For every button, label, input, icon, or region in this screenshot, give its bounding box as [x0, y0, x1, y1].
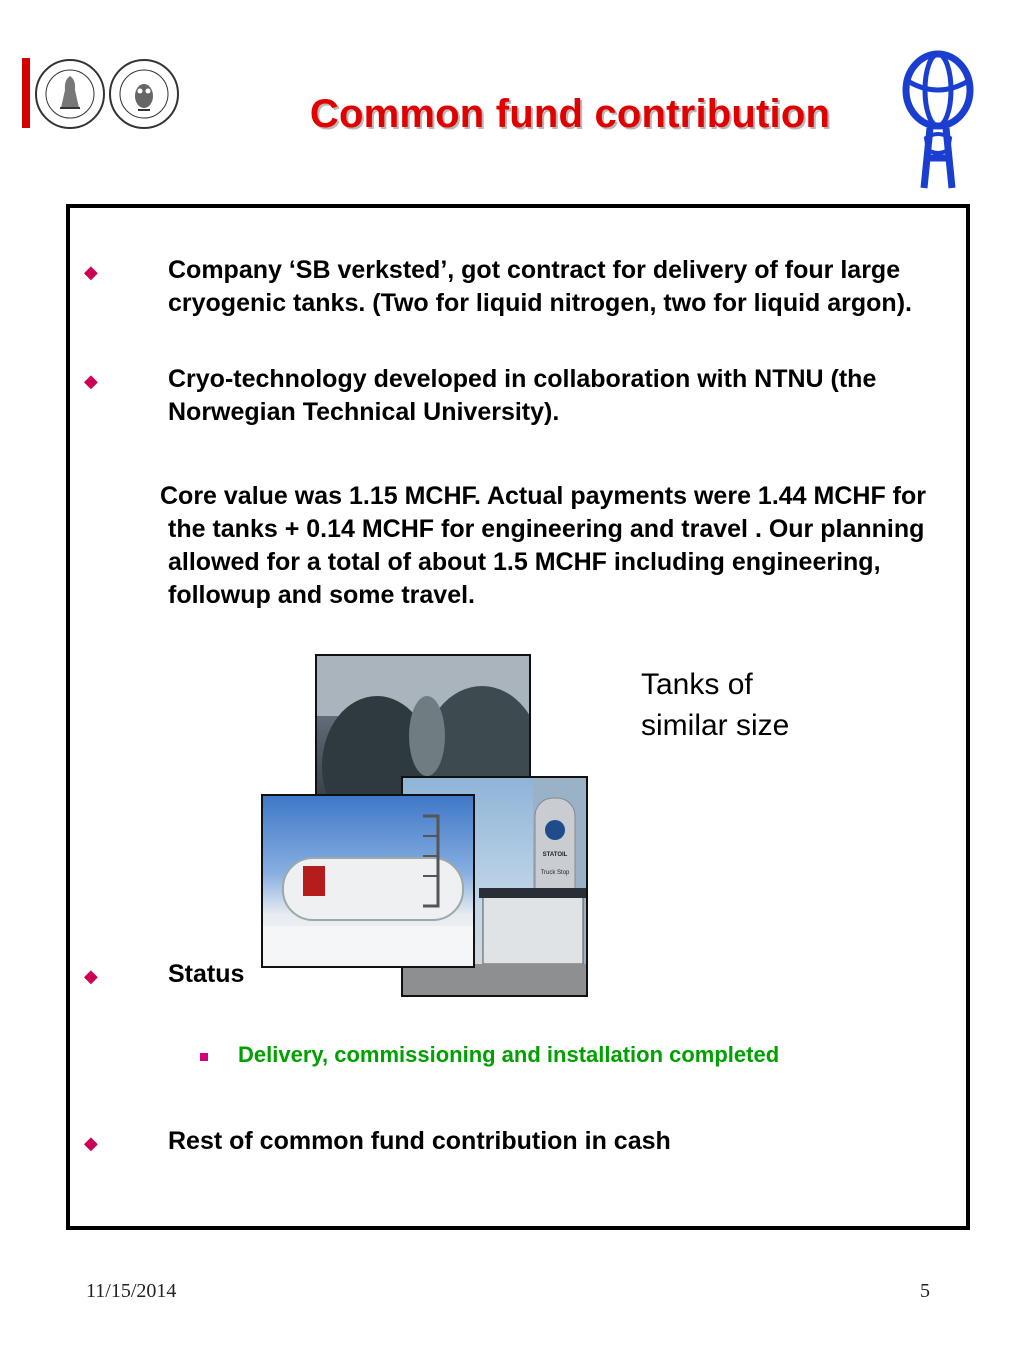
atlas-experiment-logo-icon	[892, 42, 984, 192]
bullet-status: Status	[168, 960, 245, 988]
footer-date: 11/15/2014	[86, 1280, 177, 1302]
bullet-contract: Company ‘SB verksted’, got contract for delivery of four large cryogenic tanks. (Two for liquid nitrogen, two for liquid argon).	[168, 256, 912, 317]
diamond-bullet-icon: ◆	[84, 262, 98, 282]
photo-horizontal-tank	[261, 794, 475, 968]
bullet-cryo-technology: Cryo-technology developed in collaboration with NTNU (the Norwegian Technical University).	[168, 365, 877, 426]
core-value-paragraph: Core value was 1.15 MCHF. Actual payments were 1.44 MCHF for the tanks + 0.14 MCHF for engineering and travel . Our planning allowed for a total of about 1.5 MCHF including engineering, followup and some travel.	[160, 482, 926, 609]
status-completed-item: Delivery, commissioning and installation completed	[238, 1042, 780, 1067]
diamond-bullet-icon: ◆	[84, 966, 98, 986]
slide-title: Common fund contribution	[309, 92, 831, 136]
square-bullet-icon	[200, 1053, 208, 1061]
photo-sign-text: Truck Stop	[540, 870, 570, 876]
diamond-bullet-icon: ◆	[84, 371, 98, 391]
photo-caption: Tanks of similar size	[641, 668, 790, 742]
photo-brand-text: STATOIL	[542, 852, 568, 858]
footer-page-number: 5	[920, 1280, 930, 1302]
bullet-rest-in-cash: Rest of common fund contribution in cash	[168, 1127, 671, 1155]
diamond-bullet-icon: ◆	[84, 1133, 98, 1153]
